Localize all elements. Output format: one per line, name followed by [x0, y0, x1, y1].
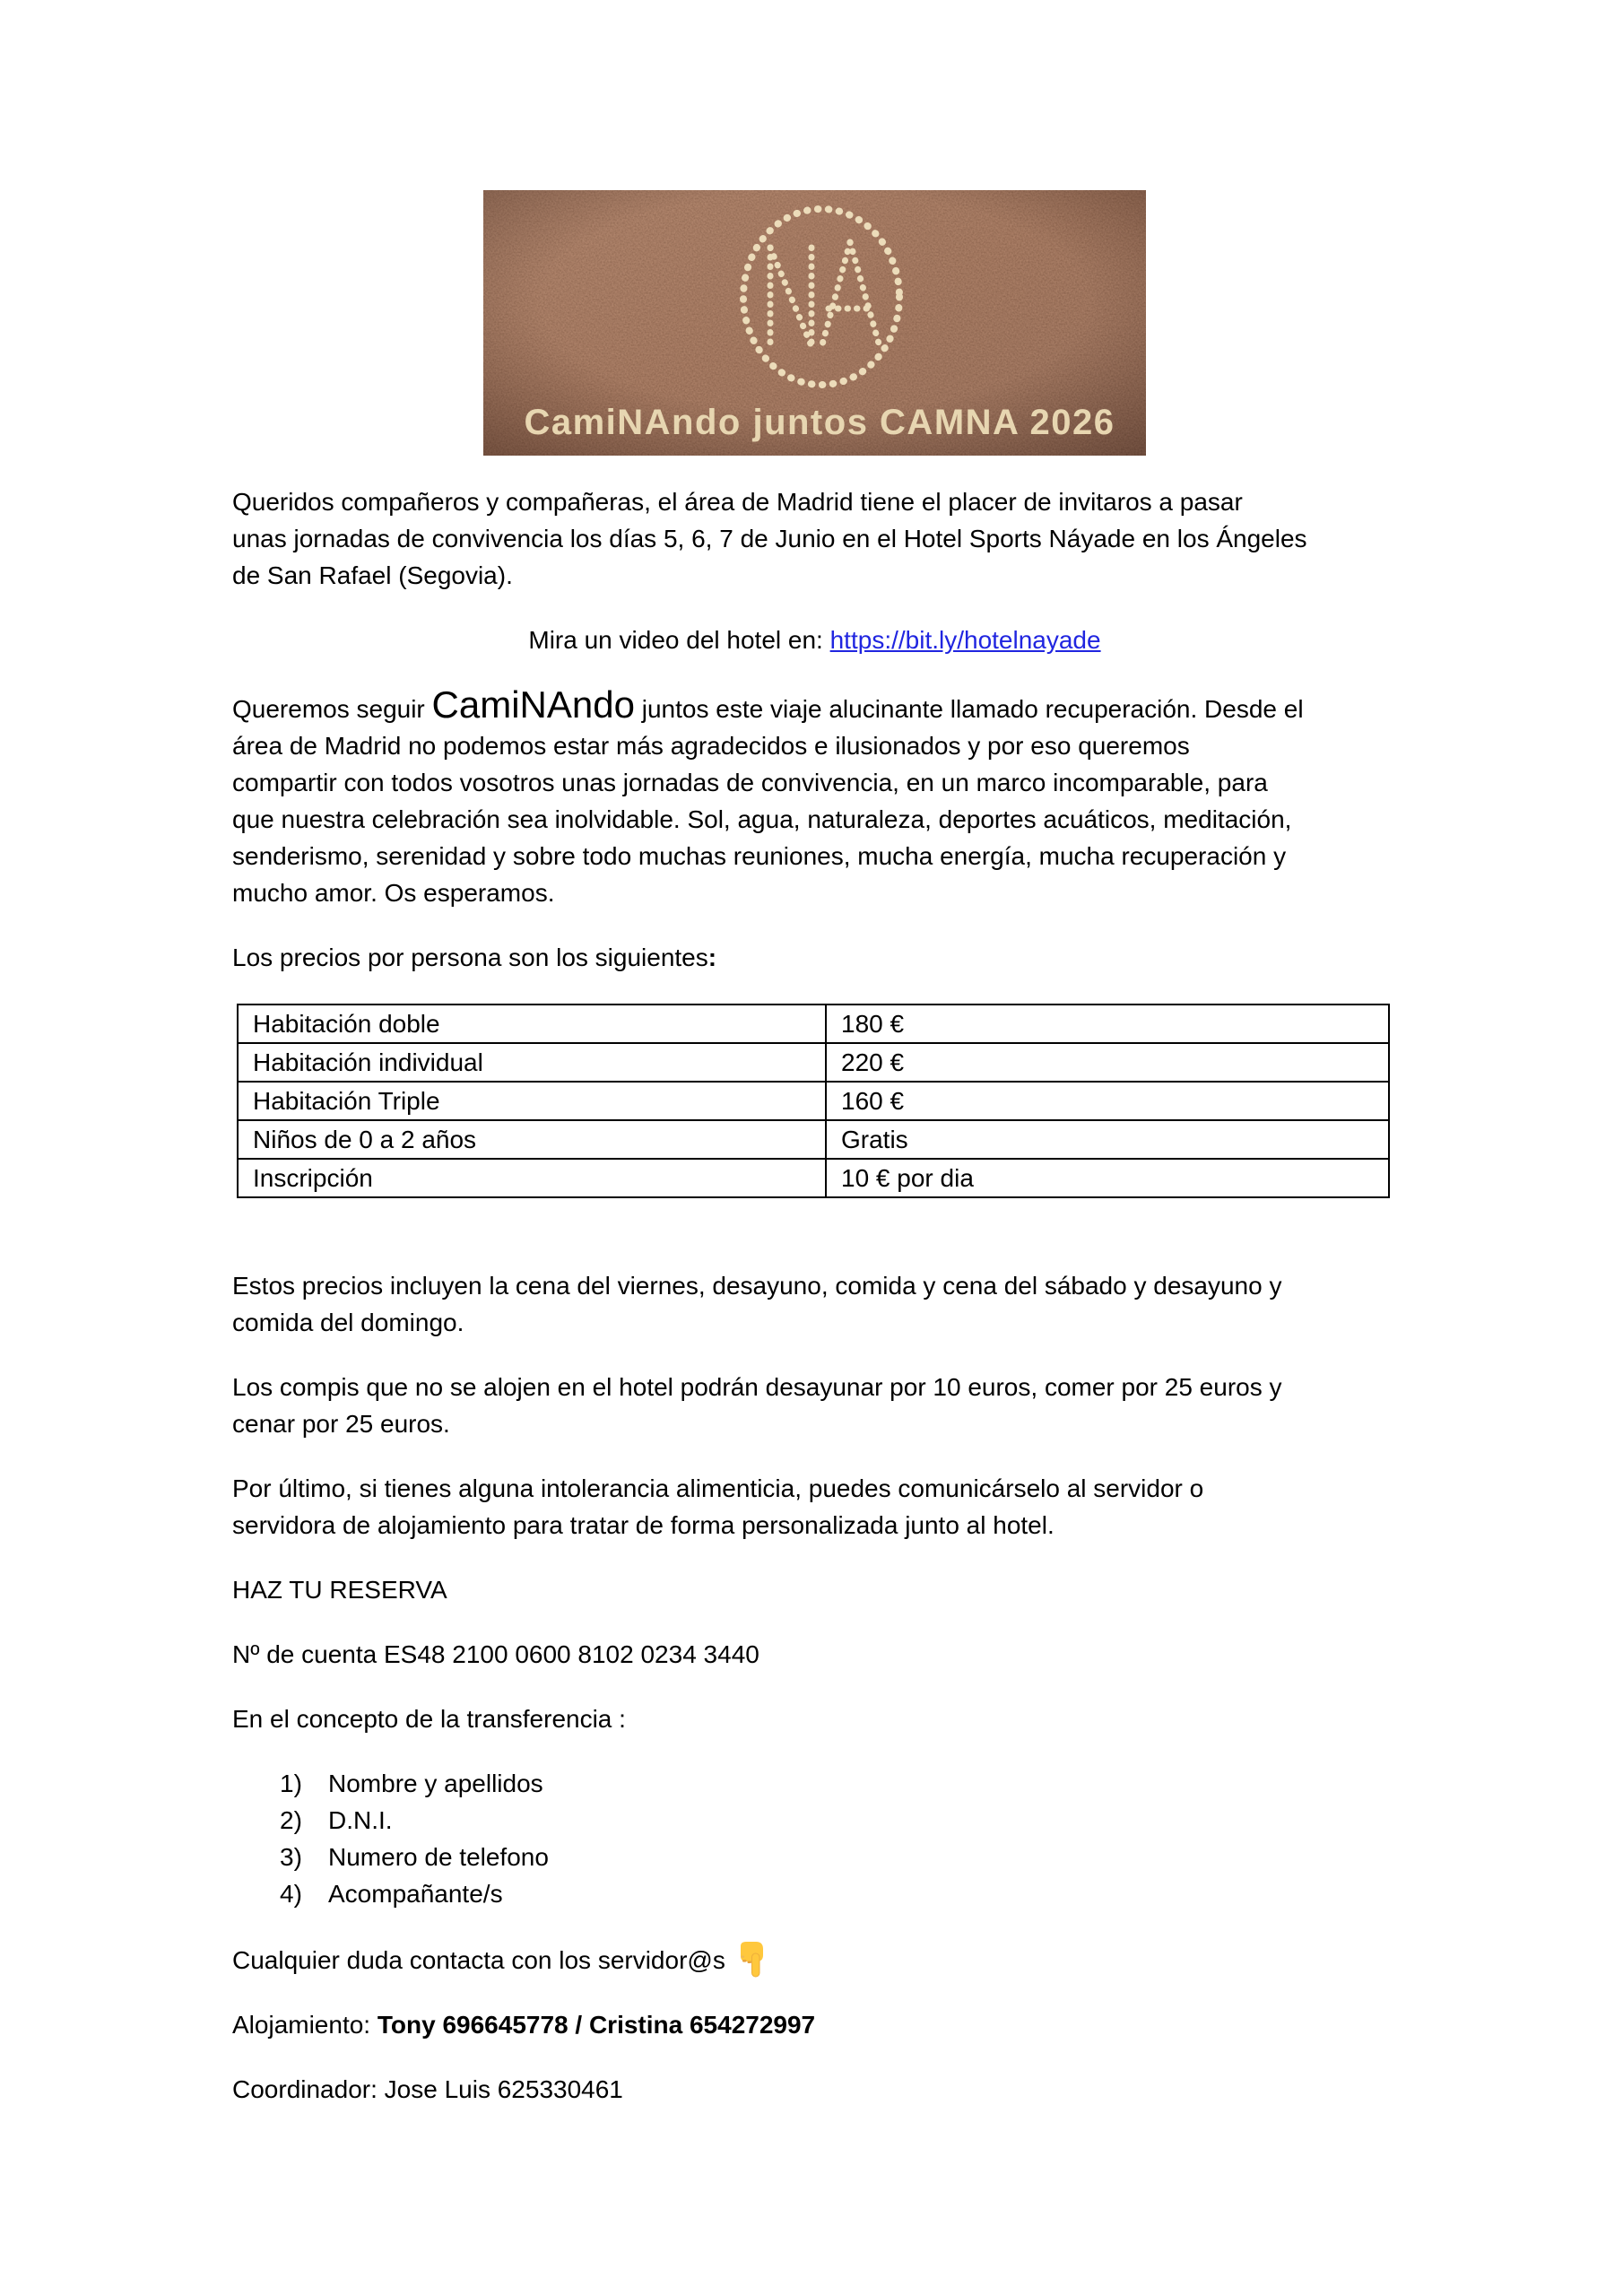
price-value-cell: 10 € por dia [826, 1159, 1389, 1197]
table-row [238, 1159, 1389, 1197]
main-line-1 [232, 683, 1397, 727]
main-line: compartir con todos vosotros unas jornadas de convivencia, en un marco incomparable, para [232, 769, 1268, 796]
includes-paragraph [232, 1267, 1397, 1341]
main-line1-rest: juntos este viaje alucinante llamado recuperación. Desde el [634, 695, 1304, 723]
table-row [238, 1120, 1389, 1159]
account-number: Nº de cuenta ES48 2100 0600 8102 0234 3440 [232, 1640, 759, 1668]
price-table [237, 1004, 1390, 1198]
includes-line: Estos precios incluyen la cena del viernes, desayuno, comida y cena del sábado y desayuno y [232, 1272, 1282, 1300]
video-line [232, 622, 1397, 658]
lodging-line [232, 2006, 1397, 2043]
prices-intro-colon: : [707, 944, 717, 971]
includes-line: comida del domingo. [232, 1309, 464, 1336]
video-line-prefix: Mira un video del hotel en: [528, 626, 830, 654]
intolerance-line: servidora de alojamiento para tratar de forma personalizada junto al hotel. [232, 1511, 1055, 1539]
price-value-cell: 220 € [826, 1043, 1389, 1082]
price-label-cell: Habitación doble [238, 1004, 826, 1043]
header-image [483, 190, 1146, 456]
price-label-cell: Habitación individual [238, 1043, 826, 1082]
main-paragraph [232, 683, 1397, 911]
table-row [238, 1043, 1389, 1082]
list-marker: 3) [280, 1843, 302, 1871]
price-value-cell: 180 € [826, 1004, 1389, 1043]
transfer-item [232, 1839, 1397, 1875]
price-label-cell: Niños de 0 a 2 años [238, 1120, 826, 1159]
intro-line: Queridos compañeros y compañeras, el área de Madrid tiene el placer de invitaros a pasar [232, 488, 1243, 516]
pointing-down-icon [736, 1940, 767, 1978]
main-line: área de Madrid no podemos estar más agradecidos e ilusionados y por eso queremos [232, 732, 1190, 760]
price-label-cell: Inscripción [238, 1159, 826, 1197]
non-guests-line: Los compis que no se alojen en el hotel podrán desayunar por 10 euros, comer por 25 euros y [232, 1373, 1282, 1401]
prices-intro [232, 939, 1397, 976]
non-guests-line: cenar por 25 euros. [232, 1410, 450, 1438]
lodging-contacts: Tony 696645778 / Cristina 654272997 [377, 2011, 816, 2039]
transfer-item [232, 1875, 1397, 1912]
intro-line: unas jornadas de convivencia los días 5, 6, 7 de Junio en el Hotel Sports Náyade en los Ángeles [232, 525, 1307, 552]
reserve-title: HAZ TU RESERVA [232, 1576, 447, 1604]
intro-line: de San Rafael (Segovia). [232, 561, 513, 589]
coordinator-line: Coordinador: Jose Luis 625330461 [232, 2075, 623, 2103]
list-item-text: Numero de telefono [328, 1843, 549, 1871]
hotel-video-link[interactable]: https://bit.ly/hotelnayade [829, 626, 1101, 654]
caminando-highlight: CamiNAndo [431, 683, 635, 726]
price-value-cell: Gratis [826, 1120, 1389, 1159]
list-item-text: D.N.I. [328, 1806, 393, 1834]
price-label-cell: Habitación Triple [238, 1082, 826, 1120]
lodging-label: Alojamiento: [232, 2011, 378, 2039]
transfer-item [232, 1765, 1397, 1802]
list-marker: 2) [280, 1806, 302, 1834]
table-row [238, 1004, 1389, 1043]
list-item-text: Acompañante/s [328, 1880, 503, 1908]
list-marker: 1) [280, 1770, 302, 1797]
main-line: senderismo, serenidad y sobre todo muchas reuniones, mucha energía, mucha recuperación y [232, 842, 1287, 870]
intolerance-line: Por último, si tienes alguna intolerancia alimenticia, puedes comunicárselo al servidor o [232, 1474, 1204, 1502]
transfer-item [232, 1802, 1397, 1839]
main-pre: Queremos seguir [232, 695, 432, 723]
contact-note [232, 1940, 1397, 1979]
contact-note-text: Cualquier duda contacta con los servidor@s [232, 1946, 725, 1974]
list-item-text: Nombre y apellidos [328, 1770, 543, 1797]
list-marker: 4) [280, 1880, 302, 1908]
transfer-concept: En el concepto de la transferencia : [232, 1705, 626, 1733]
table-row [238, 1082, 1389, 1120]
header-image-caption: CamiNAndo juntos CAMNA 2026 [524, 403, 1115, 442]
prices-intro-text: Los precios por persona son los siguientes [232, 944, 708, 971]
intolerance-paragraph [232, 1470, 1397, 1544]
price-value-cell: 160 € [826, 1082, 1389, 1120]
main-line: mucho amor. Os esperamos. [232, 879, 555, 907]
transfer-list [232, 1765, 1397, 1912]
intro-paragraph [232, 483, 1397, 594]
main-line: que nuestra celebración sea inolvidable. Sol, agua, naturaleza, deportes acuáticos, meditación, [232, 805, 1292, 833]
sand-texture-graphic [483, 190, 1146, 456]
non-guests-paragraph [232, 1369, 1397, 1442]
